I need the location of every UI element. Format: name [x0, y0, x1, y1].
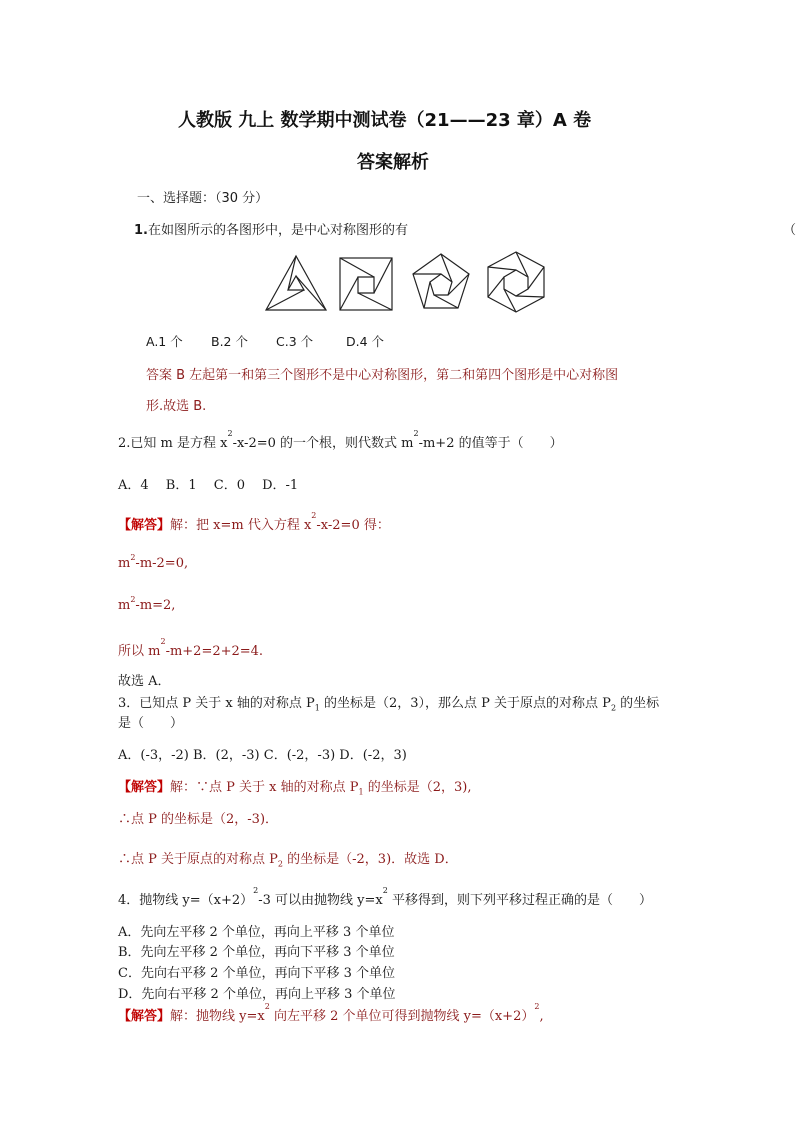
- square-figure: [340, 258, 392, 310]
- pentagon-figure: [413, 254, 469, 308]
- q4-text-2: -3 可以由抛物线 y=x: [258, 893, 383, 908]
- q3-sol1-sub: 1: [358, 787, 364, 797]
- q4-text-3: 平移得到，则下列平移过程正确的是（ ）: [387, 893, 652, 908]
- section-heading: 一、选择题：（30 分）: [137, 191, 269, 206]
- question-3: [118, 692, 659, 713]
- q2-sol3-sup: 2: [130, 595, 136, 604]
- q3-text-3: 的坐标: [616, 696, 660, 711]
- answer-tag: 【解答】: [118, 1009, 171, 1024]
- q4-sol1b: 向左平移 2 个单位可得到抛物线 y=（x+2）: [269, 1009, 535, 1024]
- question-1-text: 在如图所示的各图形中，是中心对称图形的有: [147, 223, 408, 238]
- q2-solution-4: [118, 637, 264, 659]
- q1-option-c: C.3 个: [276, 334, 314, 349]
- q3-text-4: 是（ ）: [118, 716, 184, 731]
- q3-sol1a: 解：∵点 P 关于 x 轴的对称点 P: [170, 780, 359, 795]
- q2-sol4-sup: 2: [160, 637, 166, 646]
- question-2: [118, 429, 563, 451]
- q4-option-d: D．先向右平移 2 个单位，再向上平移 3 个单位: [118, 987, 396, 1002]
- q2-text-2: -x-2=0 的一个根，则代数式 m: [232, 436, 414, 451]
- q2-text-3: -m+2 的值等于（ ）: [418, 436, 563, 451]
- q2-sup-2: 2: [413, 429, 419, 438]
- q2-solution-1: [118, 511, 390, 533]
- q2-solution-3: [118, 595, 176, 613]
- symmetry-figures: [262, 250, 562, 316]
- q4-text-1: 4．抛物线 y=（x+2）: [118, 893, 254, 908]
- q3-text-1: 3．已知点 P 关于 x 轴的对称点 P: [118, 696, 315, 711]
- q4-option-c: C．先向右平移 2 个单位，再向下平移 3 个单位: [118, 966, 396, 981]
- q1-option-b: B.2 个: [211, 334, 248, 349]
- q3-sol3b: 的坐标是（-2，3)．故选 D．: [283, 852, 458, 867]
- triangle-figure: [266, 256, 326, 310]
- q4-solution-1: [118, 1002, 544, 1024]
- question-1-number: 1.: [134, 223, 148, 238]
- page-title: 人教版 九上 数学期中测试卷（21——23 章）A 卷: [178, 110, 592, 131]
- q2-sol2b: -m-2=0,: [135, 556, 189, 571]
- q4-sup-1: 2: [253, 886, 259, 895]
- question-1: [134, 219, 408, 238]
- q3-text-2: 的坐标是（2，3），那么点 P 关于原点的对称点 P: [319, 696, 611, 711]
- q3-sol1b: 的坐标是（2，3),: [363, 780, 472, 795]
- q2-sol4a: 所以 m: [118, 644, 161, 659]
- q3-solution-3: [118, 848, 458, 869]
- q2-solution-2: [118, 553, 189, 571]
- q1-answer-line1: 答案 B 左起第一和第三个图形不是中心对称图形，第二和第四个图形是中心对称图: [146, 368, 619, 383]
- q2-sol1-sup: 2: [311, 511, 317, 520]
- q2-sol2a: m: [118, 556, 131, 571]
- q2-sol1b: -x-2=0 得：: [316, 518, 390, 533]
- q4-sol1c: ,: [539, 1009, 544, 1024]
- q2-text-1: 2.已知 m 是方程 x: [118, 436, 228, 451]
- q4-option-a: A．先向左平移 2 个单位，再向上平移 3 个单位: [118, 925, 395, 940]
- q2-sol1a: 解：把 x=m 代入方程 x: [170, 518, 312, 533]
- q2-sol2-sup: 2: [130, 553, 136, 562]
- question-1-paren: （: [783, 223, 796, 238]
- answer-tag: 【解答】: [118, 518, 171, 533]
- q3-solution-2: ∴点 P 的坐标是（2，-3)．: [118, 812, 279, 827]
- q2-options: A．4 B．1 C．0 D．-1: [118, 478, 299, 493]
- q3-sol3-sub: 2: [277, 859, 283, 869]
- q2-sol3b: -m=2,: [135, 598, 176, 613]
- question-4: [118, 886, 652, 908]
- q2-sol4b: -m+2=2+2=4.: [165, 644, 264, 659]
- q4-sol1-sup: 2: [264, 1002, 270, 1011]
- q3-options: A．(-3，-2) B．(2，-3) C．(-2，-3) D．(-2，3): [118, 748, 407, 763]
- q3-solution-1: [118, 776, 472, 797]
- hexagon-figure: [488, 252, 544, 312]
- q3-sub-2: 2: [610, 703, 617, 713]
- q1-answer-line2: 形.故选 B.: [146, 399, 207, 414]
- answer-tag: 【解答】: [118, 780, 171, 795]
- q2-solution-5: 故选 A．: [118, 674, 171, 689]
- q2-sup-1: 2: [227, 429, 233, 438]
- q1-option-d: D.4 个: [346, 334, 385, 349]
- q3-sub-1: 1: [314, 703, 320, 713]
- q4-option-b: B．先向左平移 2 个单位，再向下平移 3 个单位: [118, 945, 395, 960]
- q1-option-a: A.1 个: [146, 334, 183, 349]
- page-subtitle: 答案解析: [357, 152, 429, 173]
- q2-sol3a: m: [118, 598, 131, 613]
- q4-sup-2: 2: [382, 886, 388, 895]
- q4-sol1a: 解：抛物线 y=x: [170, 1009, 265, 1024]
- q3-sol3a: ∴点 P 关于原点的对称点 P: [118, 852, 278, 867]
- q4-sol1-sup2: 2: [534, 1002, 540, 1011]
